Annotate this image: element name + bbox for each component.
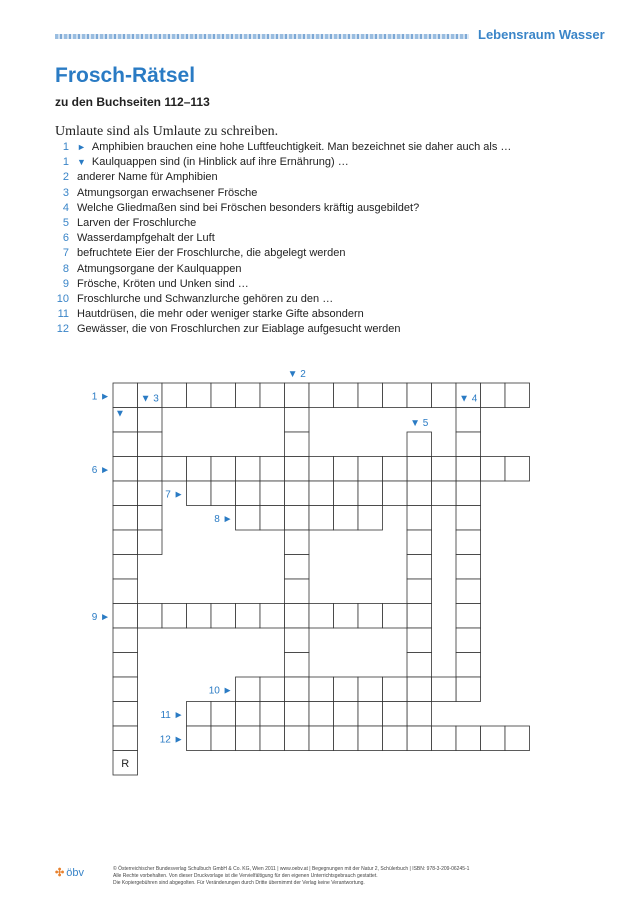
clue-text: befruchtete Eier der Froschlurche, die abgelegt werden	[77, 247, 346, 260]
crossword-cell[interactable]	[407, 579, 432, 604]
crossword-cell[interactable]	[407, 702, 432, 727]
crossword-cell[interactable]	[260, 506, 285, 531]
crossword-cell[interactable]	[285, 457, 310, 482]
crossword-cell[interactable]	[456, 530, 481, 555]
clue-text: anderer Name für Amphibien	[77, 171, 218, 184]
crossword-cell[interactable]	[456, 457, 481, 482]
crossword-cell[interactable]	[113, 432, 138, 457]
crossword-cell[interactable]	[211, 457, 236, 482]
crossword-cell[interactable]	[138, 506, 163, 531]
crossword-cell[interactable]	[407, 604, 432, 629]
crossword-cell[interactable]	[358, 604, 383, 629]
crossword-cell[interactable]	[187, 604, 212, 629]
crossword-cell[interactable]	[113, 726, 138, 751]
clue-number: 6	[62, 232, 69, 245]
clue-start-marker: ▼	[115, 408, 125, 420]
crossword-cell[interactable]	[456, 579, 481, 604]
crossword-cell[interactable]	[113, 677, 138, 702]
crossword-cell[interactable]	[285, 555, 310, 580]
crossword-cell[interactable]	[407, 457, 432, 482]
crossword-cell[interactable]	[456, 677, 481, 702]
clue-item	[55, 155, 615, 170]
crossword-cell[interactable]	[407, 653, 432, 678]
crossword-cell[interactable]	[236, 604, 261, 629]
crossword-cell[interactable]	[236, 457, 261, 482]
crossword-cell[interactable]	[407, 555, 432, 580]
crossword-cell[interactable]	[334, 677, 359, 702]
clue-number: 2	[62, 171, 69, 184]
crossword-cell[interactable]	[138, 457, 163, 482]
crossword-cell[interactable]	[285, 530, 310, 555]
clue-item	[55, 246, 615, 261]
crossword-cell[interactable]	[113, 653, 138, 678]
crossword-cell[interactable]	[260, 702, 285, 727]
crossword-cell[interactable]	[309, 383, 334, 408]
crossword-cell[interactable]	[113, 481, 138, 506]
crossword-cell[interactable]	[456, 383, 481, 408]
crossword-cell[interactable]	[162, 383, 187, 408]
footer-copyright	[113, 866, 593, 887]
crossword-cell[interactable]	[481, 726, 506, 751]
clue-start-marker: ▼ 3	[140, 393, 159, 405]
footer-line: Alle Rechte vorbehalten. Von dieser Druckvorlage ist die Vervielfältigung für den eigenen Unterrichtsgebrauch gestattet.	[113, 873, 378, 879]
crossword-cell[interactable]	[358, 481, 383, 506]
crossword-cell[interactable]	[358, 677, 383, 702]
crossword-cell[interactable]	[358, 702, 383, 727]
clue-start-marker: 6 ►	[91, 464, 110, 476]
clue-text: Frösche, Kröten und Unken sind …	[77, 277, 249, 290]
clue-text: Froschlurche und Schwanzlurche gehören zu den …	[77, 292, 334, 305]
crossword-cell[interactable]	[334, 481, 359, 506]
clue-text: Kaulquappen sind (in Hinblick auf ihre Ernährung) …	[91, 156, 349, 169]
logo-text: öbv	[66, 867, 84, 879]
crossword-cell[interactable]	[383, 677, 408, 702]
clue-direction-icon: ►	[77, 142, 86, 152]
crossword-cell[interactable]	[505, 726, 530, 751]
crossword-cell[interactable]	[260, 604, 285, 629]
crossword-cell[interactable]	[187, 481, 212, 506]
clue-start-marker: 12 ►	[159, 734, 184, 746]
crossword-cell[interactable]	[407, 383, 432, 408]
section-label: Lebensraum Wasser	[478, 27, 605, 42]
clue-number: 8	[62, 262, 69, 275]
crossword-cell[interactable]	[236, 702, 261, 727]
crossword-cell[interactable]	[358, 457, 383, 482]
crossword-cell[interactable]	[113, 506, 138, 531]
crossword-cell[interactable]	[334, 726, 359, 751]
crossword-cell[interactable]	[260, 677, 285, 702]
crossword-cell[interactable]	[456, 481, 481, 506]
crossword-cell[interactable]	[383, 383, 408, 408]
clue-text: Wasserdampfgehalt der Luft	[77, 232, 215, 245]
crossword-cell[interactable]	[383, 726, 408, 751]
clue-number: 1	[62, 141, 69, 153]
crossword-cell[interactable]	[456, 653, 481, 678]
crossword-cell[interactable]	[113, 408, 138, 433]
crossword-cell[interactable]	[334, 604, 359, 629]
crossword-cell[interactable]	[334, 383, 359, 408]
clue-start-marker: 8 ►	[214, 513, 233, 525]
crossword-cell[interactable]	[138, 432, 163, 457]
logo-mark-icon: ✣	[55, 867, 65, 879]
clue-item	[55, 277, 615, 292]
crossword-cell[interactable]	[211, 383, 236, 408]
crossword-cell[interactable]	[285, 481, 310, 506]
crossword-cell[interactable]	[285, 702, 310, 727]
crossword-cell[interactable]	[358, 383, 383, 408]
crossword-cell[interactable]	[113, 628, 138, 653]
crossword-cell[interactable]	[285, 408, 310, 433]
crossword-cell[interactable]	[113, 555, 138, 580]
clue-direction-icon: ▼	[77, 157, 86, 168]
crossword-cell[interactable]	[113, 702, 138, 727]
header-decoration-bar	[55, 34, 469, 39]
crossword-cell[interactable]	[309, 604, 334, 629]
crossword-cell[interactable]	[236, 677, 261, 702]
crossword-cell[interactable]	[236, 481, 261, 506]
crossword-cell[interactable]	[285, 383, 310, 408]
crossword-cell[interactable]	[285, 579, 310, 604]
clue-item	[55, 201, 615, 216]
clue-start-marker: ▼ 4	[459, 393, 478, 405]
crossword-cell[interactable]	[285, 653, 310, 678]
clue-item	[55, 170, 615, 185]
clue-text: Atmungsorgane der Kaulquappen	[77, 262, 242, 275]
crossword-cell[interactable]	[456, 726, 481, 751]
crossword-cell[interactable]	[334, 457, 359, 482]
crossword-cell[interactable]	[334, 506, 359, 531]
crossword-cell[interactable]	[309, 726, 334, 751]
page-title: Frosch-Rätsel	[55, 64, 196, 87]
clue-number: 12	[56, 323, 69, 336]
crossword-cell[interactable]	[162, 604, 187, 629]
clue-item	[55, 231, 615, 246]
clue-number: 11	[57, 308, 69, 321]
crossword-cell[interactable]	[383, 481, 408, 506]
crossword-cell[interactable]	[456, 408, 481, 433]
crossword-cell[interactable]	[236, 506, 261, 531]
crossword-cell[interactable]	[113, 457, 138, 482]
crossword-cell[interactable]	[309, 481, 334, 506]
footer-line: Die Kopiergebühren sind abgegolten. Für Veränderungen durch Dritte übernimmt der Verlag keine Verantwortung.	[113, 880, 365, 886]
crossword-cell[interactable]	[334, 702, 359, 727]
clue-text: Welche Gliedmaßen sind bei Fröschen besonders kräftig ausgebildet?	[77, 201, 420, 214]
clue-number: 7	[62, 247, 69, 260]
crossword-cell[interactable]	[432, 383, 457, 408]
crossword-cell[interactable]	[456, 555, 481, 580]
crossword-cell[interactable]	[407, 726, 432, 751]
crossword-cell[interactable]	[383, 457, 408, 482]
crossword-cell[interactable]	[211, 702, 236, 727]
clue-item	[55, 216, 615, 231]
crossword-cell[interactable]	[285, 726, 310, 751]
crossword-cell[interactable]	[456, 604, 481, 629]
clue-number: 4	[62, 201, 69, 214]
crossword-cell[interactable]	[113, 383, 138, 408]
crossword-cell[interactable]	[505, 457, 530, 482]
crossword-cell[interactable]	[407, 530, 432, 555]
clue-item	[55, 262, 615, 277]
crossword-cell[interactable]	[285, 628, 310, 653]
clue-number: 1	[62, 156, 69, 169]
crossword-cell[interactable]	[383, 604, 408, 629]
clue-start-marker: 9 ►	[91, 611, 110, 623]
crossword-cell[interactable]	[260, 726, 285, 751]
clue-start-marker: 10 ►	[208, 685, 233, 697]
crossword-cell[interactable]	[187, 457, 212, 482]
clue-start-marker: 11 ►	[160, 709, 184, 721]
crossword-cell[interactable]	[309, 457, 334, 482]
crossword-cell[interactable]	[358, 506, 383, 531]
clue-item	[55, 307, 615, 322]
crossword-cell[interactable]	[138, 383, 163, 408]
crossword-cell[interactable]	[211, 604, 236, 629]
crossword-cell[interactable]	[285, 432, 310, 457]
crossword-cell[interactable]	[407, 432, 432, 457]
crossword-cell[interactable]	[285, 604, 310, 629]
crossword-cell[interactable]	[113, 604, 138, 629]
clue-text: Amphibien brauchen eine hohe Luftfeuchtigkeit. Man bezeichnet sie daher auch als …	[91, 141, 512, 153]
crossword-cell[interactable]	[407, 481, 432, 506]
crossword-cell[interactable]	[113, 579, 138, 604]
crossword-cell[interactable]	[383, 702, 408, 727]
crossword-cell[interactable]	[138, 530, 163, 555]
crossword-cell[interactable]	[432, 457, 457, 482]
clue-item	[55, 292, 615, 307]
clue-item	[55, 322, 615, 337]
footer-line: © Österreichischer Bundesverlag Schulbuch GmbH & Co. KG, Wien 2011 | www.oebv.at | Begegnungen mit der Natur 2, Schülerbuch | ISBN: 978-3-209-06245-1	[113, 866, 470, 872]
crossword-cell[interactable]	[407, 677, 432, 702]
crossword-cell[interactable]	[187, 702, 212, 727]
clue-start-marker: ▼ 5	[410, 418, 429, 429]
page-subtitle: zu den Buchseiten 112–113	[55, 95, 210, 109]
clue-number: 9	[62, 277, 69, 290]
crossword-cell[interactable]	[432, 726, 457, 751]
crossword-cell[interactable]	[260, 383, 285, 408]
clue-text: Atmungsorgan erwachsener Frösche	[77, 186, 258, 199]
clue-start-marker: ▼ 2	[287, 369, 306, 380]
crossword-cell[interactable]	[432, 677, 457, 702]
clue-start-marker: 7 ►	[165, 489, 184, 501]
clue-number: 3	[62, 186, 69, 199]
crossword-cell[interactable]	[162, 457, 187, 482]
clue-text: Larven der Froschlurche	[77, 216, 197, 229]
publisher-logo	[55, 866, 84, 879]
crossword-cell[interactable]	[138, 604, 163, 629]
clue-number: 5	[62, 216, 69, 229]
crossword-cell[interactable]	[113, 530, 138, 555]
clue-item	[55, 186, 615, 201]
clue-list	[55, 140, 615, 337]
crossword-cell[interactable]	[285, 677, 310, 702]
crossword-cell[interactable]	[456, 628, 481, 653]
crossword-cell[interactable]	[260, 457, 285, 482]
crossword-cell[interactable]	[236, 383, 261, 408]
clue-number: 10	[56, 292, 69, 305]
crossword-cell[interactable]	[309, 506, 334, 531]
crossword-cell[interactable]	[138, 481, 163, 506]
crossword-cell[interactable]	[481, 457, 506, 482]
crossword-cell[interactable]	[285, 506, 310, 531]
crossword-cell[interactable]	[407, 506, 432, 531]
crossword-cell[interactable]	[456, 506, 481, 531]
crossword-cell[interactable]	[309, 677, 334, 702]
crossword-cell[interactable]	[505, 383, 530, 408]
crossword-cell[interactable]	[407, 628, 432, 653]
crossword-cell[interactable]	[432, 481, 457, 506]
crossword-cell[interactable]	[113, 751, 138, 776]
crossword-cell[interactable]	[358, 726, 383, 751]
crossword-cell[interactable]	[211, 481, 236, 506]
crossword-cell[interactable]	[187, 383, 212, 408]
clue-start-marker: 1 ►	[91, 391, 110, 403]
clue-text: Gewässer, die von Froschlurchen zur Eiablage aufgesucht werden	[77, 323, 401, 336]
crossword-cell[interactable]	[481, 383, 506, 408]
crossword-cell[interactable]	[211, 726, 236, 751]
crossword-cell[interactable]	[187, 726, 212, 751]
clue-text: Hautdrüsen, die mehr oder weniger starke Gifte absondern	[77, 308, 364, 321]
crossword-cell[interactable]	[456, 432, 481, 457]
prefilled-letter: R	[121, 757, 130, 770]
clue-item	[55, 140, 615, 155]
crossword-cell[interactable]	[309, 702, 334, 727]
crossword-cell[interactable]	[260, 481, 285, 506]
instruction-text: Umlaute sind als Umlaute zu schreiben.	[55, 124, 279, 139]
crossword-cell[interactable]	[236, 726, 261, 751]
crossword-cell[interactable]	[138, 408, 163, 433]
